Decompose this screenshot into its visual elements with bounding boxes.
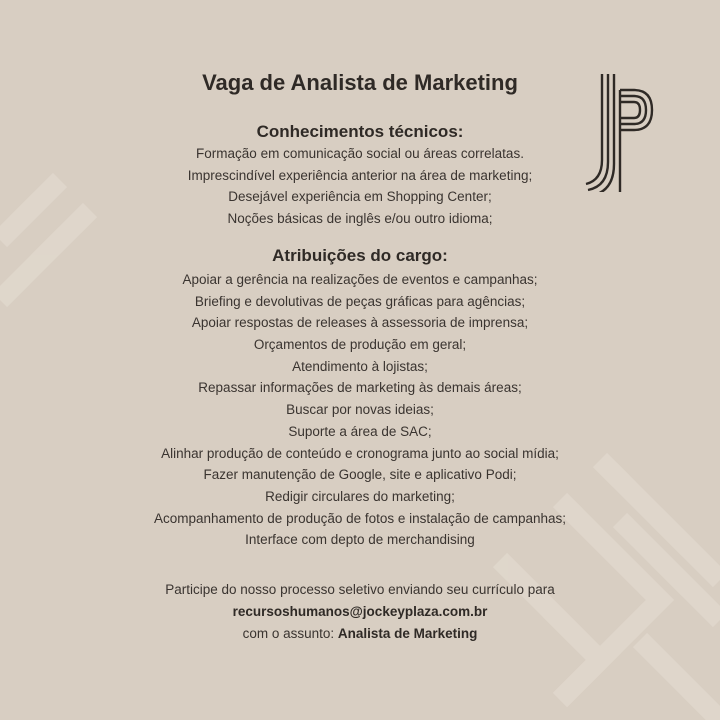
email-link[interactable]: recursoshumanos@jockeyplaza.com.br <box>232 604 488 619</box>
list-item: Acompanhamento de produção de fotos e instalação de campanhas; <box>153 510 567 526</box>
list-item: Redigir circulares do marketing; <box>265 488 455 504</box>
list-item: Apoiar respostas de releases à assessoria de imprensa; <box>191 315 529 331</box>
list-item: Imprescindível experiência anterior na área de marketing; <box>187 167 533 183</box>
list-item: Fazer manutenção de Google, site e aplicativo Podi; <box>203 467 517 483</box>
list-item: Desejável experiência em Shopping Center; <box>228 189 492 205</box>
instructions-text: Participe do nosso processo seletivo enviando seu currículo para <box>165 582 555 597</box>
list-item: Noções básicas de inglês e/ou outro idioma; <box>227 211 493 227</box>
subject-value: Analista de Marketing <box>337 626 478 641</box>
list-item: Alinhar produção de conteúdo e cronograma junto ao social mídia; <box>161 445 559 461</box>
list-item: Interface com depto de merchandising <box>245 532 475 548</box>
technical-list <box>0 143 720 230</box>
list-item: Atendimento à lojistas; <box>292 358 428 374</box>
duties-list <box>0 269 720 551</box>
list-item: Buscar por novas ideias; <box>286 402 434 418</box>
duties-heading: Atribuições do cargo: <box>272 246 448 265</box>
list-item: Apoiar a gerência na realizações de eventos e campanhas; <box>182 272 538 287</box>
list-item: Suporte a área de SAC; <box>288 423 432 439</box>
application-instructions <box>0 579 720 645</box>
technical-heading: Conhecimentos técnicos: <box>256 122 464 141</box>
list-item: Formação em comunicação social ou áreas correlatas. <box>196 146 524 161</box>
list-item: Repassar informações de marketing às demais áreas; <box>198 380 522 396</box>
list-item: Orçamentos de produção em geral; <box>253 337 467 353</box>
subject-prefix: com o assunto: <box>242 626 335 641</box>
list-item: Briefing e devolutivas de peças gráficas para agências; <box>194 293 526 309</box>
page-title: Vaga de Analista de Marketing <box>202 70 518 95</box>
subject-line <box>0 623 720 645</box>
